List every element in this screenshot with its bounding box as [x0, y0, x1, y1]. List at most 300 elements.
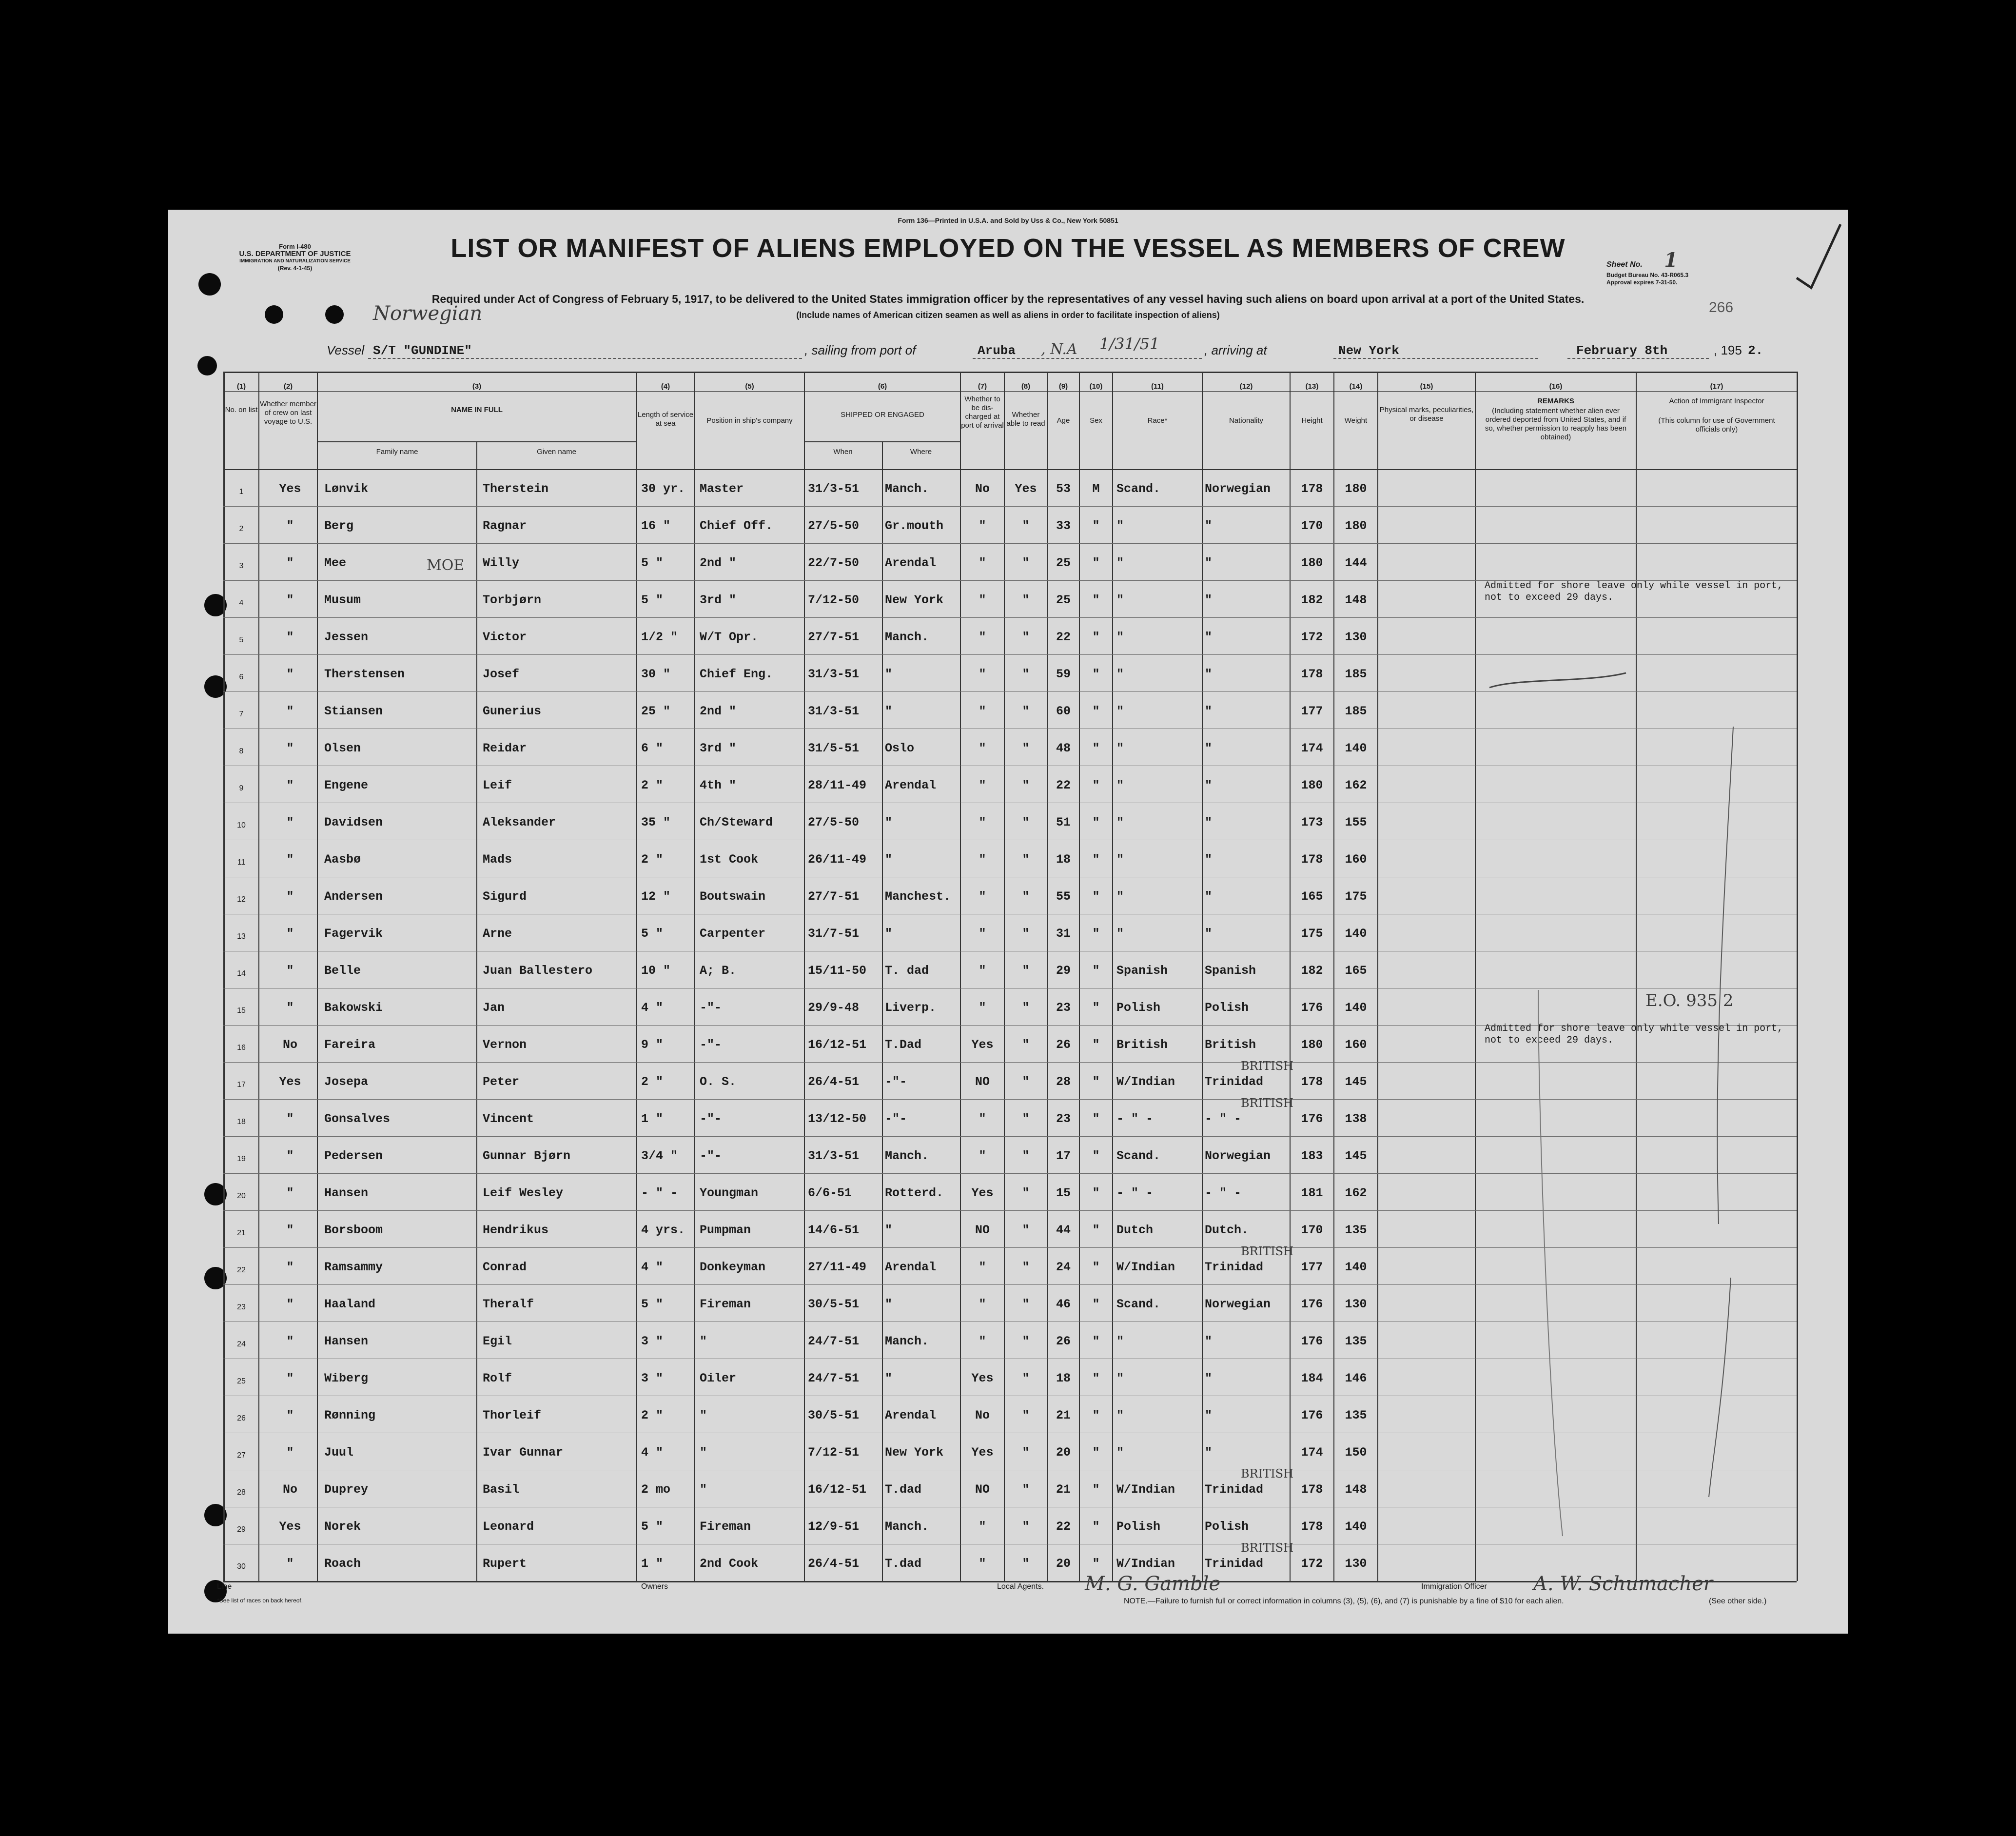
cell-age: 25 — [1056, 593, 1071, 607]
cell-race: Dutch — [1116, 1223, 1154, 1237]
cell-where: T.dad — [885, 1482, 922, 1497]
cell-position: 3rd " — [700, 593, 737, 607]
cell-prev: Yes — [279, 482, 301, 496]
col-header-length-service: Length of service at sea — [637, 411, 694, 428]
cell-given: Willy — [483, 556, 520, 570]
cell-age: 33 — [1056, 519, 1071, 533]
cell-disch: " — [979, 1520, 986, 1534]
cell-when: 15/11-50 — [808, 964, 867, 978]
service: IMMIGRATION AND NATURALIZATION SERVICE — [239, 258, 351, 264]
cell-family: Davidsen — [324, 815, 383, 829]
cell-sex: " — [1092, 1075, 1100, 1089]
cell-prev: " — [286, 927, 294, 941]
cell-length: 3 " — [641, 1334, 664, 1348]
footer — [217, 1573, 1826, 1612]
row-number: 27 — [237, 1451, 246, 1460]
cell-age: 31 — [1056, 927, 1071, 941]
row-number: 4 — [239, 599, 244, 607]
cell-position: 2nd " — [700, 556, 737, 570]
cell-where: Liverp. — [885, 1001, 937, 1015]
col-header-prev-voyage: Whether member of crew on last voyage to U.S. — [260, 400, 316, 426]
cell-sex: " — [1092, 1371, 1100, 1385]
cell-race: " — [1116, 889, 1124, 904]
cell-given: Ivar Gunnar — [483, 1445, 564, 1460]
cell-prev: " — [286, 1297, 294, 1311]
cell-when: 16/12-51 — [808, 1038, 867, 1052]
cell-age: 55 — [1056, 889, 1071, 904]
col-number: (3) — [472, 382, 482, 391]
cell-prev: " — [286, 1186, 294, 1200]
cell-race: W/Indian — [1116, 1075, 1175, 1089]
row-number: 13 — [237, 932, 246, 941]
cell-sex: " — [1092, 778, 1100, 792]
cell-where: New York — [885, 593, 944, 607]
cell-height: 175 — [1301, 927, 1323, 941]
cell-length: - " - — [641, 1186, 678, 1200]
cell-disch: " — [979, 889, 986, 904]
cell-disch: " — [979, 1001, 986, 1015]
cell-prev: No — [282, 1038, 297, 1052]
cell-race: " — [1116, 593, 1124, 607]
col-number: (16) — [1549, 382, 1563, 391]
cell-given: Hendrikus — [483, 1223, 549, 1237]
cell-where: Gr.mouth — [885, 519, 944, 533]
cell-given: Juan Ballestero — [483, 964, 593, 978]
manifest-sheet — [168, 210, 1848, 1634]
cell-height: 180 — [1301, 1038, 1323, 1052]
sheet-number: 1 — [1664, 249, 1678, 272]
cell-prev: " — [286, 1408, 294, 1422]
cell-where: Rotterd. — [885, 1186, 944, 1200]
cell-position: 2nd Cook — [700, 1557, 759, 1571]
cell-where: " — [885, 852, 893, 867]
cell-sex: " — [1092, 815, 1100, 829]
cell-sex: " — [1092, 1223, 1100, 1237]
cell-weight: 175 — [1345, 889, 1367, 904]
cell-weight: 130 — [1345, 1557, 1367, 1571]
cell-family: Fareira — [324, 1038, 376, 1052]
cell-read: " — [1022, 1334, 1030, 1348]
cell-position: A; B. — [700, 964, 737, 978]
cell-read: " — [1022, 927, 1030, 941]
cell-family: Musum — [324, 593, 361, 607]
cell-weight: 135 — [1345, 1334, 1367, 1348]
cell-where: Arendal — [885, 1408, 937, 1422]
cell-given: Conrad — [483, 1260, 527, 1274]
cell-prev: " — [286, 1223, 294, 1237]
cell-read: " — [1022, 667, 1030, 681]
cell-where: " — [885, 1223, 893, 1237]
cell-height: 182 — [1301, 593, 1323, 607]
cell-nat: " — [1205, 778, 1213, 792]
cell-given: Basil — [483, 1482, 520, 1497]
cell-race: W/Indian — [1116, 1557, 1175, 1571]
cell-prev: " — [286, 667, 294, 681]
cell-weight: 140 — [1345, 927, 1367, 941]
sheet-label: Sheet No. — [1606, 260, 1643, 269]
cell-length: 9 " — [641, 1038, 664, 1052]
col-number: (8) — [1021, 382, 1031, 391]
cell-weight: 145 — [1345, 1075, 1367, 1089]
cell-disch: NO — [975, 1482, 990, 1497]
col-number: (17) — [1710, 382, 1723, 391]
cell-height: 174 — [1301, 741, 1323, 755]
cell-when: 14/6-51 — [808, 1223, 860, 1237]
col-header-weight: Weight — [1344, 416, 1368, 425]
cell-length: 30 yr. — [641, 482, 685, 496]
cell-prev: No — [282, 1482, 297, 1497]
nationality-handwritten: Norwegian — [373, 302, 483, 325]
cell-position: 4th " — [700, 778, 737, 792]
printer-line: Form 136—Printed in U.S.A. and Sold by Uss & Co., New York 50851 — [898, 217, 1118, 224]
cell-sex: " — [1092, 1445, 1100, 1460]
cell-age: 25 — [1056, 556, 1071, 570]
cell-length: 2 " — [641, 778, 664, 792]
col-header-nationality: Nationality — [1229, 416, 1264, 425]
cell-disch: " — [979, 1557, 986, 1571]
cell-position: Ch/Steward — [700, 815, 773, 829]
cell-family: Wiberg — [324, 1371, 369, 1385]
cell-where: " — [885, 815, 893, 829]
cell-disch: " — [979, 1112, 986, 1126]
cell-length: 2 " — [641, 852, 664, 867]
cell-race: - " - — [1116, 1186, 1154, 1200]
cell-weight: 140 — [1345, 741, 1367, 755]
other-side: (See other side.) — [1709, 1597, 1767, 1605]
remark-stamp-top: Admitted for shore leave only while vessel in port, not to exceed 29 days. — [1485, 580, 1783, 603]
cell-race: Polish — [1116, 1001, 1161, 1015]
cell-length: 5 " — [641, 1520, 664, 1534]
row-number: 15 — [237, 1007, 246, 1015]
cell-nat: Polish — [1205, 1520, 1249, 1534]
col-header-family-name: Family name — [376, 448, 418, 456]
cell-length: 25 " — [641, 704, 671, 718]
cell-disch: " — [979, 1334, 986, 1348]
cell-when: 26/11-49 — [808, 852, 867, 867]
cell-family: Duprey — [324, 1482, 369, 1497]
cell-when: 24/7-51 — [808, 1334, 860, 1348]
cell-where: " — [885, 704, 893, 718]
cell-weight: 148 — [1345, 593, 1367, 607]
cell-prev: " — [286, 741, 294, 755]
row-number: 28 — [237, 1488, 246, 1497]
cell-length: 2 " — [641, 1408, 664, 1422]
cell-when: 26/4-51 — [808, 1557, 860, 1571]
cell-height: 170 — [1301, 1223, 1323, 1237]
cell-age: 17 — [1056, 1149, 1071, 1163]
cell-where: -"- — [885, 1075, 907, 1089]
cell-height: 180 — [1301, 556, 1323, 570]
cell-height: 178 — [1301, 1482, 1323, 1497]
cell-prev: " — [286, 1260, 294, 1274]
cell-length: 1 " — [641, 1557, 664, 1571]
cell-length: 1/2 " — [641, 630, 678, 644]
cell-given: Therstein — [483, 482, 549, 496]
include-note: (Include names of American citizen seamen as well as aliens in order to facilitate inspection of aliens) — [796, 310, 1220, 320]
cell-height: 176 — [1301, 1112, 1323, 1126]
cell-height: 176 — [1301, 1334, 1323, 1348]
cell-age: 18 — [1056, 852, 1071, 867]
cell-read: " — [1022, 519, 1030, 533]
cell-family: Aasbø — [324, 852, 361, 867]
cell-when: 31/3-51 — [808, 482, 860, 496]
cell-prev: " — [286, 704, 294, 718]
officer-label: Immigration Officer — [1421, 1582, 1487, 1591]
cell-family: Berg — [324, 519, 354, 533]
cell-disch: " — [979, 1297, 986, 1311]
cell-race: " — [1116, 815, 1124, 829]
cell-prev: " — [286, 889, 294, 904]
cell-family: Andersen — [324, 889, 383, 904]
cell-weight: 180 — [1345, 482, 1367, 496]
cell-given: Rupert — [483, 1557, 527, 1571]
cell-length: 6 " — [641, 741, 664, 755]
cell-read: " — [1022, 889, 1030, 904]
cell-disch: " — [979, 852, 986, 867]
cell-position: Donkeyman — [700, 1260, 766, 1274]
cell-weight: 150 — [1345, 1445, 1367, 1460]
row-number: 26 — [237, 1414, 246, 1422]
cell-nat: " — [1205, 741, 1213, 755]
cell-age: 21 — [1056, 1482, 1071, 1497]
cell-race: " — [1116, 1371, 1124, 1385]
cell-weight: 140 — [1345, 1260, 1367, 1274]
cell-position: Carpenter — [700, 927, 766, 941]
cell-given: Sigurd — [483, 889, 527, 904]
cell-sex: " — [1092, 1186, 1100, 1200]
cell-when: 27/7-51 — [808, 630, 860, 644]
col-header-sex: Sex — [1090, 416, 1102, 425]
cell-where: Arendal — [885, 778, 937, 792]
arrival-date: February 8th — [1576, 343, 1668, 358]
vessel-name: S/T "GUNDINE" — [373, 343, 472, 358]
col-number: (10) — [1089, 382, 1103, 391]
col-header-read: Whether able to read — [1006, 411, 1045, 428]
name-correction: MOE — [427, 557, 465, 574]
cell-read: " — [1022, 630, 1030, 644]
col-header-given-name: Given name — [537, 448, 576, 456]
cell-race: Scand. — [1116, 482, 1161, 496]
eo-number: E.O. 935 2 — [1645, 991, 1734, 1010]
row-number: 16 — [237, 1044, 246, 1052]
cell-given: Vincent — [483, 1112, 534, 1126]
cell-prev: " — [286, 1334, 294, 1348]
cell-weight: 145 — [1345, 1149, 1367, 1163]
col-header-height: Height — [1301, 416, 1323, 425]
cell-family: Mee — [324, 556, 347, 570]
cell-given: Gunnar Bjørn — [483, 1149, 571, 1163]
cell-nat: Norwegian — [1205, 1149, 1271, 1163]
cell-race: " — [1116, 927, 1124, 941]
cell-height: 178 — [1301, 852, 1323, 867]
cell-read: " — [1022, 815, 1030, 829]
row-number: 9 — [239, 784, 244, 792]
cell-read: " — [1022, 1149, 1030, 1163]
cell-sex: " — [1092, 1149, 1100, 1163]
cell-position: 3rd " — [700, 741, 737, 755]
cell-disch: " — [979, 1260, 986, 1274]
cell-age: 26 — [1056, 1038, 1071, 1052]
cell-nat: Trinidad — [1205, 1482, 1264, 1497]
cell-age: 23 — [1056, 1112, 1071, 1126]
cell-prev: Yes — [279, 1520, 301, 1534]
col-header-remarks-sub: (Including statement whether alien ever ordered deported from United States, and if so, whether permission to reapply has been obtained) — [1485, 407, 1627, 441]
cell-age: 18 — [1056, 1371, 1071, 1385]
cell-nat: " — [1205, 630, 1213, 644]
cell-sex: " — [1092, 964, 1100, 978]
cell-age: 20 — [1056, 1557, 1071, 1571]
cell-age: 53 — [1056, 482, 1071, 496]
row-number: 21 — [237, 1229, 246, 1237]
departure-port: Aruba — [978, 343, 1016, 358]
cell-position: O. S. — [700, 1075, 737, 1089]
cell-disch: No — [975, 1408, 990, 1422]
row-number: 19 — [237, 1155, 246, 1163]
col-number: (1) — [236, 382, 246, 391]
cell-length: 3/4 " — [641, 1149, 678, 1163]
cell-age: 24 — [1056, 1260, 1071, 1274]
nationality-correction: BRITISH — [1241, 1059, 1294, 1073]
cell-where: T. dad — [885, 964, 929, 978]
cell-prev: " — [286, 1371, 294, 1385]
cell-read: " — [1022, 741, 1030, 755]
cell-prev: " — [286, 852, 294, 867]
cell-family: Jessen — [324, 630, 369, 644]
cell-position: Youngman — [700, 1186, 759, 1200]
cell-disch: " — [979, 815, 986, 829]
cell-when: 27/11-49 — [808, 1260, 867, 1274]
cell-nat: " — [1205, 704, 1213, 718]
cell-given: Thorleif — [483, 1408, 542, 1422]
cell-read: " — [1022, 1520, 1030, 1534]
cell-disch: Yes — [971, 1038, 994, 1052]
col-number: (14) — [1349, 382, 1363, 391]
cell-weight: 155 — [1345, 815, 1367, 829]
cell-prev: " — [286, 1557, 294, 1571]
cell-weight: 140 — [1345, 1520, 1367, 1534]
cell-when: 6/6-51 — [808, 1186, 852, 1200]
row-number: 29 — [237, 1525, 246, 1534]
cell-read: " — [1022, 593, 1030, 607]
handwritten-lines — [1460, 473, 1811, 1565]
cell-prev: " — [286, 964, 294, 978]
cell-when: 27/5-50 — [808, 815, 860, 829]
cell-age: 22 — [1056, 778, 1071, 792]
cell-weight: 148 — [1345, 1482, 1367, 1497]
cell-disch: NO — [975, 1223, 990, 1237]
cell-race: " — [1116, 1445, 1124, 1460]
col-header-position: Position in ship's company — [706, 416, 793, 425]
cell-height: 181 — [1301, 1186, 1323, 1200]
cell-position: Pumpman — [700, 1223, 751, 1237]
cell-race: " — [1116, 852, 1124, 867]
cell-given: Peter — [483, 1075, 520, 1089]
cell-given: Mads — [483, 852, 512, 867]
cell-given: Arne — [483, 927, 512, 941]
cell-weight: 135 — [1345, 1408, 1367, 1422]
col-number: (9) — [1058, 382, 1068, 391]
cell-length: 16 " — [641, 519, 671, 533]
cell-nat: " — [1205, 556, 1213, 570]
form-number: Form I-480 — [279, 243, 311, 250]
cell-height: 178 — [1301, 482, 1323, 496]
cell-family: Lønvik — [324, 482, 369, 496]
cell-nat: Polish — [1205, 1001, 1249, 1015]
col-header-when: When — [833, 448, 853, 456]
cell-race: Polish — [1116, 1520, 1161, 1534]
row-number: 30 — [237, 1562, 246, 1571]
cell-length: 4 " — [641, 1445, 664, 1460]
cell-given: Rolf — [483, 1371, 512, 1385]
cell-where: T.Dad — [885, 1038, 922, 1052]
cell-nat: Dutch. — [1205, 1223, 1249, 1237]
cell-age: 59 — [1056, 667, 1071, 681]
budget-bureau: Budget Bureau No. 43-R065.3 — [1606, 272, 1689, 278]
cell-read: " — [1022, 556, 1030, 570]
cell-race: " — [1116, 519, 1124, 533]
cell-length: 2 mo — [641, 1482, 671, 1497]
approval-expiry: Approval expires 7-31-50. — [1606, 279, 1678, 286]
cell-sex: " — [1092, 519, 1100, 533]
cell-race: W/Indian — [1116, 1260, 1175, 1274]
cell-family: Pedersen — [324, 1149, 383, 1163]
cell-length: 4 " — [641, 1260, 664, 1274]
cell-length: 4 " — [641, 1001, 664, 1015]
cell-family: Josepa — [324, 1075, 369, 1089]
cell-nat: Trinidad — [1205, 1260, 1264, 1274]
cell-disch: " — [979, 630, 986, 644]
cell-position: Master — [700, 482, 744, 496]
nationality-correction: BRITISH — [1241, 1541, 1294, 1555]
cell-sex: " — [1092, 1557, 1100, 1571]
cell-nat: " — [1205, 667, 1213, 681]
cell-weight: 144 — [1345, 556, 1367, 570]
cell-when: 29/9-48 — [808, 1001, 860, 1015]
col-number: (6) — [878, 382, 887, 391]
cell-age: 48 — [1056, 741, 1071, 755]
year-label: , 195 — [1714, 343, 1742, 357]
cell-read: " — [1022, 704, 1030, 718]
cell-given: Egil — [483, 1334, 512, 1348]
col-number: (4) — [661, 382, 670, 391]
col-header-action: Action of Immigrant Inspector — [1669, 397, 1764, 405]
cell-given: Gunerius — [483, 704, 542, 718]
col-header-discharged: Whether to be dis-charged at port of arrival — [961, 395, 1004, 430]
cell-weight: 160 — [1345, 1038, 1367, 1052]
cell-where: Oslo — [885, 741, 915, 755]
cell-height: 177 — [1301, 704, 1323, 718]
cell-sex: " — [1092, 1297, 1100, 1311]
cell-where: " — [885, 1371, 893, 1385]
cell-given: Vernon — [483, 1038, 527, 1052]
cell-weight: 130 — [1345, 1297, 1367, 1311]
cell-height: 176 — [1301, 1408, 1323, 1422]
col-header-race: Race* — [1147, 416, 1168, 425]
cell-family: Haaland — [324, 1297, 376, 1311]
cell-weight: 185 — [1345, 667, 1367, 681]
row-number: 12 — [237, 895, 246, 904]
cell-age: 44 — [1056, 1223, 1071, 1237]
cell-position: -"- — [700, 1001, 722, 1015]
cell-disch: " — [979, 927, 986, 941]
cell-height: 174 — [1301, 1445, 1323, 1460]
cell-read: " — [1022, 778, 1030, 792]
cell-when: 26/4-51 — [808, 1075, 860, 1089]
cell-age: 60 — [1056, 704, 1071, 718]
cell-sex: " — [1092, 704, 1100, 718]
cell-age: 28 — [1056, 1075, 1071, 1089]
cell-age: 21 — [1056, 1408, 1071, 1422]
